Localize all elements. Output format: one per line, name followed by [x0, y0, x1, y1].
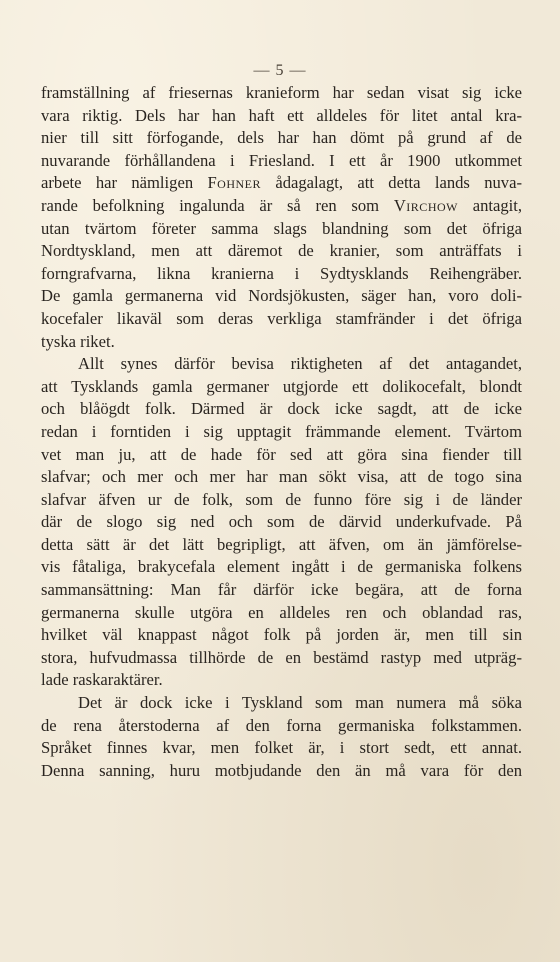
text-line: utan tvärtom företer samma slags blandning som det öfriga [41, 218, 522, 238]
text-line: kocefaler likaväl som deras verkliga stamfränder i det öfriga [41, 308, 522, 328]
text-line: stora, hufvudmassa tillhörde de en bestämd rastyp med utpräg- [41, 647, 522, 667]
paragraph-start: Allt synes därför bevisa riktigheten af det antagandet, [78, 354, 522, 374]
text-line: de rena återstoderna af den forna germaniska folkstammen. [41, 715, 522, 735]
text-line: arbete har nämligen Fohner ådagalagt, att detta lands nuva- [41, 173, 522, 193]
text-line: forngrafvarna, likna kranierna i Sydtysklands Reihengräber. [41, 263, 522, 283]
text-line: nuvarande förhållandena i Friesland. I ett år 1900 utkommet [41, 150, 522, 170]
text-line: Nordtyskland, men att däremot de kranier, som anträffats i [41, 241, 522, 261]
text-line: lade raskaraktärer. [41, 670, 163, 690]
text-line: Denna sanning, huru motbjudande den än må vara för den [41, 760, 522, 780]
text-line: slafvar; och mer och mer har man sökt visa, att de togo sina [41, 467, 522, 487]
text-line: att Tysklands gamla germaner utgjorde ett dolikocefalt, blondt [41, 376, 522, 396]
author-name-fohner: Fohner [207, 173, 261, 193]
text-line: De gamla germanerna vid Nordsjökusten, säger han, voro doli- [41, 286, 522, 306]
text-line: hvilket väl knappast något folk på jorden är, men till sin [41, 625, 522, 645]
paragraph-start: Det är dock icke i Tyskland som man numera må söka [78, 693, 522, 713]
text-line: Språket finnes kvar, men folket är, i stort sedt, ett annat. [41, 738, 522, 758]
text-line: vet man ju, att de hade för sed att göra sina fiender till [41, 444, 522, 464]
text-line: där de slogo sig ned och som de därvid underkufvade. På [41, 512, 522, 532]
text-line: rande befolkning ingalunda är så ren som Virchow antagit, [41, 195, 523, 215]
text-line: framställning af friesernas kranieform har sedan visat sig icke [41, 83, 522, 102]
text-line: redan i forntiden i sig upptagit främmande element. Tvärtom [41, 421, 522, 441]
text-line: detta sätt är det lätt begripligt, att äfven, om än jämförelse- [41, 534, 522, 554]
text-line: nier till sitt förfogande, dels har han dömt på grund af de [41, 128, 522, 148]
text-line: slafvar äfven ur de folk, som de funno före sig i de länder [41, 489, 522, 509]
author-name-virchow: Virchow [393, 195, 458, 215]
text-line: germanerna skulle utgöra en alldeles ren och oblandad ras, [41, 602, 522, 622]
text-line: sammansättning: Man får därför icke begära, att de forna [41, 580, 522, 600]
body-text [41, 82, 522, 782]
text-line: vara riktig. Dels har han haft ett alldeles för litet antal kra- [41, 105, 522, 125]
text-line: vis fåtaliga, brakycefala element ingått i de germaniska folkens [41, 557, 522, 577]
text-line: och blåögdt folk. Därmed är dock icke sagdt, att de icke [41, 399, 522, 419]
text-line: tyska riket. [41, 331, 115, 351]
page-number: — 5 — [253, 62, 307, 79]
